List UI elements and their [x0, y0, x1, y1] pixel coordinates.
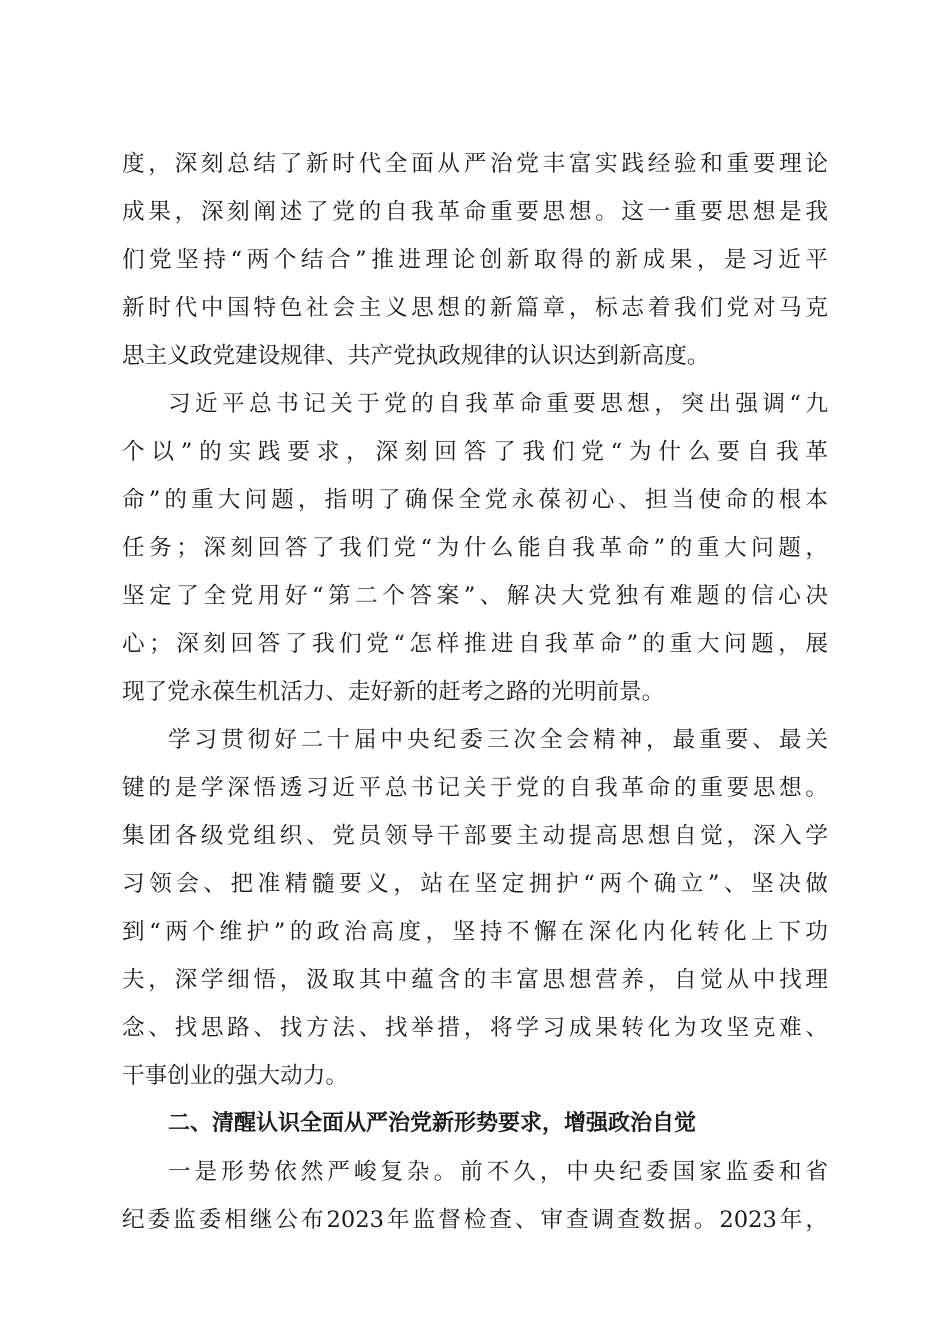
- text-line: 度，深刻总结了新时代全面从严治党丰富实践经验和重要理论: [122, 151, 828, 177]
- text-line: 夫，深学细悟，汲取其中蕴含的丰富思想营养，自觉从中找理: [122, 967, 828, 993]
- text-line: 思主义政党建设规律、共产党执政规律的认识达到新高度。: [122, 343, 710, 369]
- text-line: 命”的重大问题，指明了确保全党永葆初心、担当使命的根本: [122, 487, 828, 513]
- text-line: 学习贯彻好二十届中央纪委三次全会精神，最重要、最关: [168, 727, 828, 753]
- text-line: 习近平总书记关于党的自我革命重要思想，突出强调“九: [168, 391, 828, 417]
- text-line: 心；深刻回答了我们党“怎样推进自我革命”的重大问题，展: [122, 631, 828, 657]
- text-line: 干事创业的强大动力。: [122, 1063, 348, 1089]
- text-line: 习领会、把准精髓要义，站在坚定拥护“两个确立”、坚决做: [122, 871, 828, 897]
- text-line: 键的是学深悟透习近平总书记关于党的自我革命的重要思想。: [122, 775, 828, 801]
- text-line: 念、找思路、找方法、找举措，将学习成果转化为攻坚克难、: [122, 1015, 828, 1041]
- text-line: 一是形势依然严峻复杂。前不久，中央纪委国家监委和省: [168, 1159, 828, 1185]
- text-line: 任务；深刻回答了我们党“为什么能自我革命”的重大问题，: [122, 535, 828, 561]
- text-line: 个以”的实践要求，深刻回答了我们党“为什么要自我革: [122, 439, 828, 465]
- text-line: 坚定了全党用好“第二个答案”、解决大党独有难题的信心决: [122, 583, 828, 609]
- section-heading: 二、清醒认识全面从严治党新形势要求，增强政治自觉: [168, 1111, 697, 1136]
- text-line: 们党坚持“两个结合”推进理论创新取得的新成果，是习近平: [122, 247, 828, 273]
- text-line: 新时代中国特色社会主义思想的新篇章，标志着我们党对马克: [122, 295, 828, 321]
- text-line: 纪委监委相继公布2023年监督检查、审查调查数据。2023年，: [122, 1207, 828, 1233]
- text-line: 成果，深刻阐述了党的自我革命重要思想。这一重要思想是我: [122, 199, 828, 225]
- text-line: 到“两个维护”的政治高度，坚持不懈在深化内化转化上下功: [122, 919, 828, 945]
- text-line: 现了党永葆生机活力、走好新的赶考之路的光明前景。: [122, 679, 665, 705]
- text-line: 集团各级党组织、党员领导干部要主动提高思想自觉，深入学: [122, 823, 828, 849]
